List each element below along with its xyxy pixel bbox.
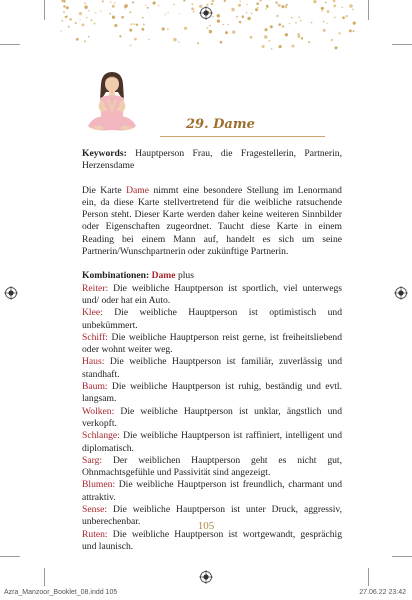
intro-text-rest: nimmt eine besondere Stellung im Lenormand ein, da diese Karte stellvertretend für die weibliche ratsuchende Person steht. Dieser Karte werden daher keine weiteren Sinnbilder oder Eigenschaften zugeordnet. Taucht diese Karte in einem Reading bei einem Mann auf, handelt es sich um seine Partnerin/Wunschpartnerin oder zukünftige Partnerin.	[82, 184, 342, 258]
combination-item	[82, 332, 342, 357]
combination-card-name: Ruten:	[82, 528, 108, 540]
print-datetime: 27.06.22 23:42	[359, 589, 406, 596]
combination-meaning: Die weibliche Hauptperson ist unter Druck, aggressiv, unberechenbar.	[82, 504, 342, 528]
combination-item	[82, 430, 342, 455]
card-name-highlight: Dame	[126, 184, 149, 196]
registration-mark-icon	[394, 286, 408, 300]
crop-mark	[44, 568, 45, 586]
combination-meaning: Die weibliche Hauptperson ist sportlich, viel unterwegs und/ oder hat ein Auto.	[82, 282, 342, 306]
crop-mark	[392, 556, 412, 557]
combination-card-name: Blumen:	[82, 479, 116, 491]
card-description	[82, 148, 342, 553]
combination-meaning: Die weibliche Hauptperson ist optimistisch und unbekümmert.	[82, 307, 342, 331]
registration-mark-icon	[4, 286, 18, 300]
crop-mark	[368, 0, 369, 20]
crop-mark	[0, 556, 20, 557]
combination-meaning: Die weibliche Hauptperson reist gerne, ist freiheitsliebend oder wohnt weiter weg.	[82, 331, 342, 356]
combination-card-name: Haus:	[82, 356, 105, 368]
page-number: 105	[197, 520, 215, 532]
combinations-heading	[82, 270, 342, 282]
combination-item	[82, 307, 342, 332]
intro-paragraph	[82, 185, 342, 259]
combinations-card-name: Dame	[151, 270, 176, 282]
combination-card-name: Reiter:	[82, 282, 109, 294]
combination-meaning: Die weibliche Hauptperson ist wortgewandt, gesprächig und launisch.	[82, 528, 342, 552]
crop-mark	[44, 0, 45, 20]
page-title: 29. Dame	[186, 117, 255, 132]
combination-meaning: Die weibliche Hauptperson ist unklar, ängstlich und verkopft.	[82, 405, 342, 429]
registration-mark-icon	[199, 570, 213, 584]
combination-card-name: Klee:	[82, 307, 103, 319]
combinations-list	[82, 283, 342, 554]
combination-item	[82, 406, 342, 431]
crop-mark	[392, 44, 412, 45]
crop-mark	[0, 44, 20, 45]
print-file-info: Azra_Manzoor_Booklet_08.indd 105	[4, 589, 118, 596]
combination-item	[82, 529, 342, 554]
intro-text-start: Die Karte	[82, 184, 127, 196]
combination-card-name: Baum:	[82, 381, 108, 393]
combination-card-name: Sarg:	[82, 454, 103, 466]
combination-card-name: Schlange:	[82, 430, 120, 442]
combination-meaning: Die weibliche Hauptperson ist freundlich, charmant und attraktiv.	[82, 479, 342, 503]
keywords-label: Keywords:	[82, 148, 127, 159]
combinations-suffix: plus	[175, 270, 194, 282]
crop-mark	[368, 568, 369, 586]
combination-item	[82, 283, 342, 308]
meditating-woman-illustration	[84, 70, 140, 136]
combinations-label: Kombinationen:	[82, 270, 150, 282]
keywords-paragraph	[82, 148, 342, 173]
combination-card-name: Schiff:	[82, 331, 108, 343]
combination-meaning: Die weibliche Hauptperson ist familiär, zuverlässig und standhaft.	[82, 356, 342, 380]
combination-meaning: Der weiblichen Hauptperson geht es nicht gut, Ohnmachtsgefühle und Passivität sind angezeigt.	[82, 454, 342, 479]
combination-card-name: Sense:	[82, 504, 108, 516]
keywords-text: Hauptperson Frau, die Fragestellerin, Partnerin, Herzensdame	[82, 148, 342, 172]
combination-item	[82, 356, 342, 381]
combination-item	[82, 455, 342, 480]
combination-meaning: Die weibliche Hauptperson ist ruhig, beständig und evtl. langsam.	[82, 381, 342, 405]
combination-card-name: Wolken:	[82, 405, 115, 417]
combination-item	[82, 381, 342, 406]
combination-meaning: Die weibliche Hauptperson ist raffiniert, intelligent und diplomatisch.	[82, 430, 342, 454]
registration-mark-icon	[199, 6, 213, 20]
combination-item	[82, 479, 342, 504]
title-underline	[160, 136, 325, 137]
